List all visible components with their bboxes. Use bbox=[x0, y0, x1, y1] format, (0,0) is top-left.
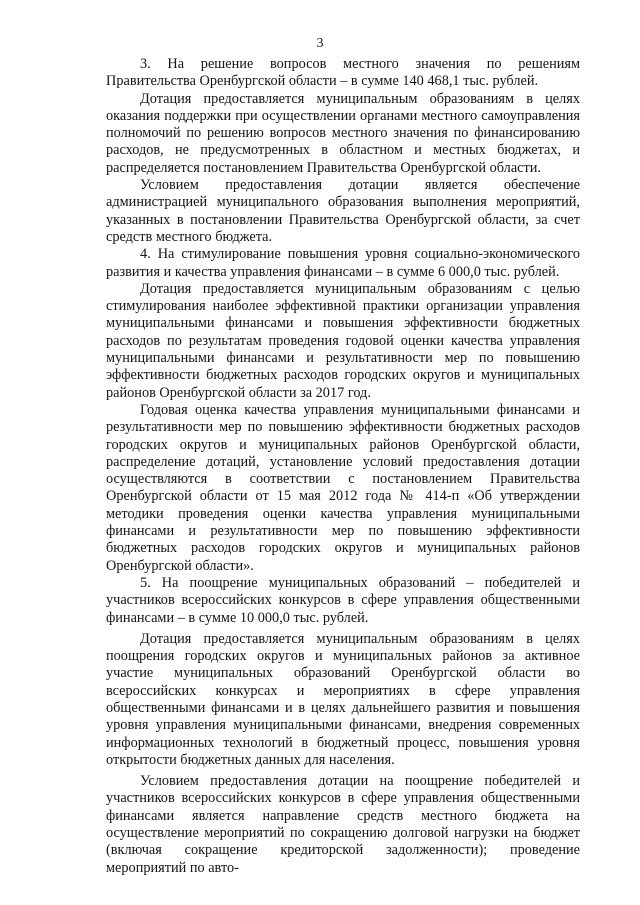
paragraph-item-4-purpose: Дотация предоставляется муниципальным образованиям с целью стимулирования наиболее эффективной практики организации управления муниципальными финансами и повышения эффективности бюджетных расходов по результатам проведения годовой оценки качества управления муниципальными финансами и результативности мер по повышению эффективности бюджетных расходов городских округов и муниципальных районов Оренбургской области за 2017 год. bbox=[106, 280, 580, 401]
paragraph-item-5-heading: 5. На поощрение муниципальных образований – победителей и участников всероссийских конкурсов в сфере управления общественными финансами – в сумме 10 000,0 тыс. рублей. bbox=[106, 574, 580, 626]
paragraph-item-3-condition: Условием предоставления дотации является обеспечение администрацией муниципального образования выполнения мероприятий, указанных в постановлении Правительства Оренбургской области, за счет средств местного бюджета. bbox=[106, 177, 580, 245]
paragraph-item-5-condition: Условием предоставления дотации на поощрение победителей и участников всероссийских конкурсов в сфере управления общественными финансами является направление средств местного бюджета на осуществление мероприятий по сокращению долговой нагрузки на бюджет (включая сокращение кредиторской задолженности); проведение мероприятий по авто- bbox=[106, 773, 580, 876]
paragraph-item-3-purpose: Дотация предоставляется муниципальным образованиям в целях оказания поддержки при осуществлении органами местного самоуправления полномочий по решению вопросов местного значения по финансированию расходов, не предусмотренных в областном и местных бюджетах, и распределяется постановлением Правительства Оренбургской области. bbox=[106, 90, 580, 176]
paragraph-item-3-heading: 3. На решение вопросов местного значения по решениям Правительства Оренбургской области – в сумме 140 468,1 тыс. рублей. bbox=[106, 56, 580, 90]
paragraph-item-5-purpose: Дотация предоставляется муниципальным образованиям в целях поощрения городских округов и муниципальных районов за активное участие муниципальных образований Оренбургской области во всероссийских конкурсах и мероприятиях в сфере управления общественными финансами и в целях дальнейшего развития и повышения уровня управления муниципальными финансами, внедрения современных информационных технологий в бюджетный процесс, повышения уровня открытости бюджетных данных для населения. bbox=[106, 630, 580, 768]
page-number: 3 bbox=[316, 36, 324, 51]
document-body bbox=[106, 56, 580, 877]
paragraph-item-4-assessment: Годовая оценка качества управления муниципальными финансами и результативности мер по повышению эффективности бюджетных расходов городских округов и муниципальных районов Оренбургской области, распределение дотаций, установление условий предоставления дотации осуществляются в соответствии с постановлением Правительства Оренбургской области от 15 мая 2012 года № 414-п «Об утверждении методики проведения оценки качества управления муниципальными финансами и результативности мер по повышению эффективности бюджетных расходов городских округов и муниципальных районов Оренбургской области». bbox=[106, 401, 580, 574]
paragraph-item-4-heading: 4. На стимулирование повышения уровня социально-экономического развития и качества управления финансами – в сумме 6 000,0 тыс. рублей. bbox=[106, 246, 580, 280]
